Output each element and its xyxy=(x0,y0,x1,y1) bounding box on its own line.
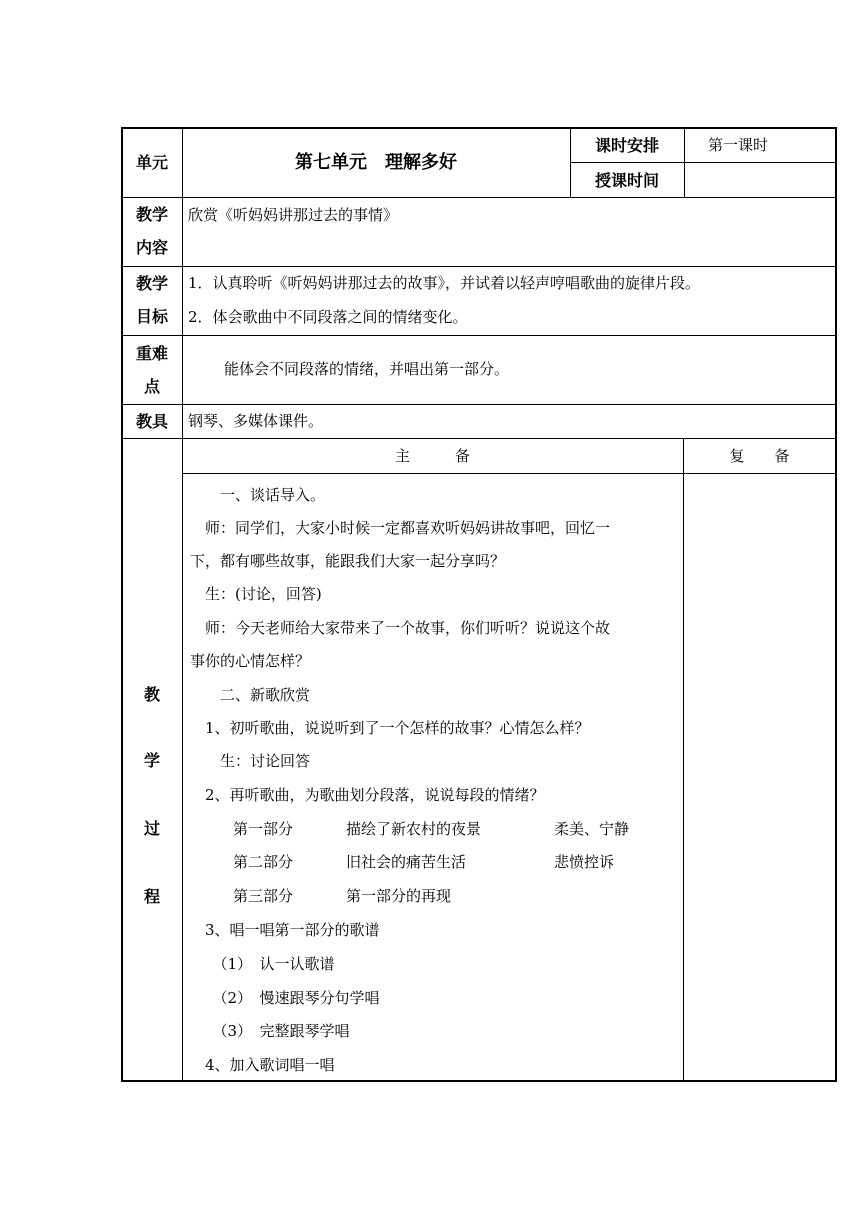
section-part: 第一部分 xyxy=(233,820,294,838)
section-mood: 悲愤控诉 xyxy=(554,853,615,871)
process-label-char: 过 xyxy=(143,819,160,838)
process-line: （3） 完整跟琴学唱 xyxy=(190,1022,350,1040)
process-line: 二、新歌欣赏 xyxy=(190,686,311,704)
process-line: 下，都有哪些故事，能跟我们大家一起分享吗？ xyxy=(190,552,506,570)
process-line: 3、唱一唱第一部分的歌谱 xyxy=(190,921,380,939)
schedule-label: 课时安排 xyxy=(594,136,659,155)
tools-value: 钢琴、多媒体课件。 xyxy=(188,412,324,430)
process-line: 生：(讨论，回答) xyxy=(190,585,322,603)
process-line: 2、再听歌曲，为歌曲划分段落，说说每段的情绪？ xyxy=(190,786,545,804)
section-desc: 描绘了新农村的夜景 xyxy=(346,820,482,838)
main-prep-header: 主 备 xyxy=(394,447,470,465)
process-label-char: 教 xyxy=(143,685,160,704)
column-divider xyxy=(684,128,685,197)
content-label-line1: 教学 xyxy=(135,205,168,224)
time-label: 授课时间 xyxy=(594,171,659,190)
unit-label: 单元 xyxy=(135,153,168,172)
process-line: 1、初听歌曲，说说听到了一个怎样的故事？心情怎么样？ xyxy=(190,719,590,737)
row-divider xyxy=(182,473,836,474)
section-part: 第三部分 xyxy=(233,887,294,905)
process-line: （2） 慢速跟琴分句学唱 xyxy=(190,989,380,1007)
key-points-label-line2: 点 xyxy=(143,377,160,396)
section-mood: 柔美、宁静 xyxy=(554,820,630,838)
column-divider xyxy=(683,438,684,1081)
row-divider xyxy=(122,335,836,336)
row-divider xyxy=(570,162,836,163)
review-prep-header: 复 备 xyxy=(729,447,790,465)
goal-item: 2．体会歌曲中不同段落之间的情绪变化。 xyxy=(188,308,468,326)
process-line: 师：同学们，大家小时候一定都喜欢听妈妈讲故事吧，回忆一 xyxy=(190,519,611,537)
section-part: 第二部分 xyxy=(233,853,294,871)
content-value: 欣赏《听妈妈讲那过去的事情》 xyxy=(188,206,399,224)
unit-title: 第七单元 理解多好 xyxy=(295,152,457,173)
goals-label-line1: 教学 xyxy=(135,274,168,293)
key-points-label-line1: 重难 xyxy=(135,344,168,363)
process-line: 师：今天老师给大家带来了一个故事，你们听听？说说这个故 xyxy=(190,619,611,637)
goals-label-line2: 目标 xyxy=(135,307,168,326)
content-label-line2: 内容 xyxy=(135,238,168,257)
key-points-value: 能体会不同段落的情绪，并唱出第一部分。 xyxy=(224,360,510,378)
section-desc: 第一部分的再现 xyxy=(346,887,452,905)
section-desc: 旧社会的痛苦生活 xyxy=(346,853,467,871)
process-line: （1） 认一认歌谱 xyxy=(190,955,335,973)
process-line: 事你的心情怎样？ xyxy=(190,652,311,670)
process-line: 4、加入歌词唱一唱 xyxy=(190,1056,335,1074)
schedule-value: 第一课时 xyxy=(708,136,769,154)
column-divider xyxy=(182,128,183,1081)
process-label-char: 程 xyxy=(143,887,160,906)
process-label-char: 学 xyxy=(143,751,160,770)
tools-label: 教具 xyxy=(135,412,168,431)
row-divider xyxy=(122,197,836,198)
process-line: 生：讨论回答 xyxy=(190,752,311,770)
process-line: 一、谈话导入。 xyxy=(190,486,326,504)
goal-item: 1．认真聆听《听妈妈讲那过去的故事》，并试着以轻声哼唱歌曲的旋律片段。 xyxy=(188,274,701,292)
